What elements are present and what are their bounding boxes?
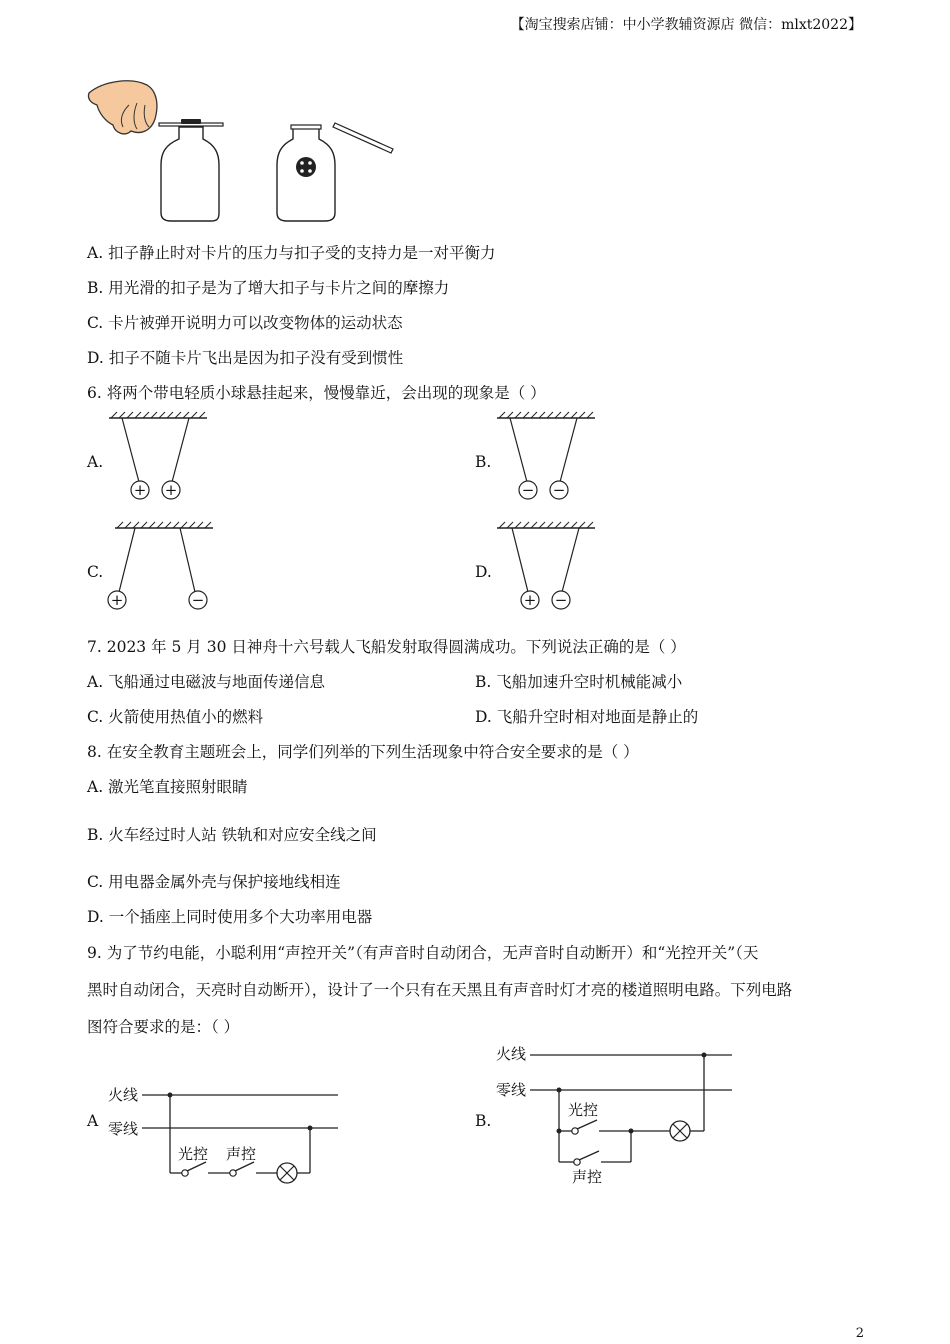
q7-option-d: D. 飞船升空时相对地面是静止的 xyxy=(475,708,699,726)
button-inside-bottle xyxy=(296,157,316,177)
q7-option-b: B. 飞船加速升空时机械能减小 xyxy=(475,673,683,691)
bottle-left xyxy=(161,127,219,221)
svg-text:+: + xyxy=(523,591,537,609)
q5-bottle-figure xyxy=(85,75,405,225)
flying-card xyxy=(333,123,393,153)
svg-text:光控: 光控 xyxy=(568,1101,599,1119)
q7-option-c: C. 火箭使用热值小的燃料 xyxy=(87,708,264,726)
q8-option-d: D. 一个插座上同时使用多个大功率用电器 xyxy=(87,908,373,926)
svg-text:零线: 零线 xyxy=(108,1120,139,1138)
q6-label-d: D. xyxy=(475,563,492,581)
svg-text:光控: 光控 xyxy=(178,1145,209,1163)
q6-stem: 6. 将两个带电轻质小球悬挂起来，慢慢靠近，会出现的现象是（ ） xyxy=(87,384,546,402)
svg-text:火线: 火线 xyxy=(496,1045,527,1063)
page-header: 【淘宝搜索店铺：中小学教辅资源店 微信：mlxt2022】 xyxy=(510,17,862,33)
svg-text:−: − xyxy=(552,481,566,499)
q6-label-a: A. xyxy=(87,453,104,471)
q5-option-a: A. 扣子静止时对卡片的压力与扣子受的支持力是一对平衡力 xyxy=(87,244,496,262)
q5-option-d: D. 扣子不随卡片飞出是因为扣子没有受到惯性 xyxy=(87,349,404,367)
q6-diagram-a xyxy=(105,410,215,505)
q8-stem: 8. 在安全教育主题班会上，同学们列举的下列生活现象中符合安全要求的是（ ） xyxy=(87,743,639,761)
q9-circuit-a xyxy=(100,1080,350,1195)
q7-option-a: A. 飞船通过电磁波与地面传递信息 xyxy=(87,673,326,691)
q5-option-b: B. 用光滑的扣子是为了增大扣子与卡片之间的摩擦力 xyxy=(87,279,450,297)
svg-text:+: + xyxy=(164,481,178,499)
svg-text:+: + xyxy=(133,481,147,499)
q6-diagram-d xyxy=(493,520,603,615)
svg-text:声控: 声控 xyxy=(226,1145,257,1163)
button-coin xyxy=(181,119,201,124)
q8-option-c: C. 用电器金属外壳与保护接地线相连 xyxy=(87,873,341,891)
q6-label-c: C. xyxy=(87,563,104,581)
q9-line-3: 图符合要求的是：（ ） xyxy=(87,1018,240,1036)
svg-text:−: − xyxy=(191,591,205,609)
q7-stem: 7. 2023 年 5 月 30 日神舟十六号载人飞船发射取得圆满成功。下列说法正确的是（ ） xyxy=(87,638,686,656)
q9-line-1: 9. 为了节约电能，小聪利用“声控开关”（有声音时自动闭合，无声音时自动断开）和“光控开关”（天 xyxy=(87,944,759,962)
svg-text:−: − xyxy=(554,591,568,609)
q6-diagram-c xyxy=(105,520,220,615)
q8-option-a: A. 激光笔直接照射眼睛 xyxy=(87,778,248,796)
q5-option-c: C. 卡片被弹开说明力可以改变物体的运动状态 xyxy=(87,314,403,332)
q9-circuit-b xyxy=(490,1040,740,1190)
page-number: 2 xyxy=(855,1326,864,1341)
q9-label-b: B. xyxy=(475,1112,492,1130)
q9-label-a: A xyxy=(87,1112,99,1130)
svg-text:−: − xyxy=(521,481,535,499)
q8-option-b: B. 火车经过时人站 铁轨和对应安全线之间 xyxy=(87,826,377,844)
svg-text:火线: 火线 xyxy=(108,1086,139,1104)
svg-text:声控: 声控 xyxy=(572,1168,603,1186)
svg-text:零线: 零线 xyxy=(496,1081,527,1099)
svg-text:+: + xyxy=(110,591,124,609)
q6-diagram-b xyxy=(493,410,603,505)
q6-label-b: B. xyxy=(475,453,492,471)
q9-line-2: 黑时自动闭合，天亮时自动断开），设计了一个只有在天黑且有声音时灯才亮的楼道照明电路。下列电路 xyxy=(87,981,793,999)
